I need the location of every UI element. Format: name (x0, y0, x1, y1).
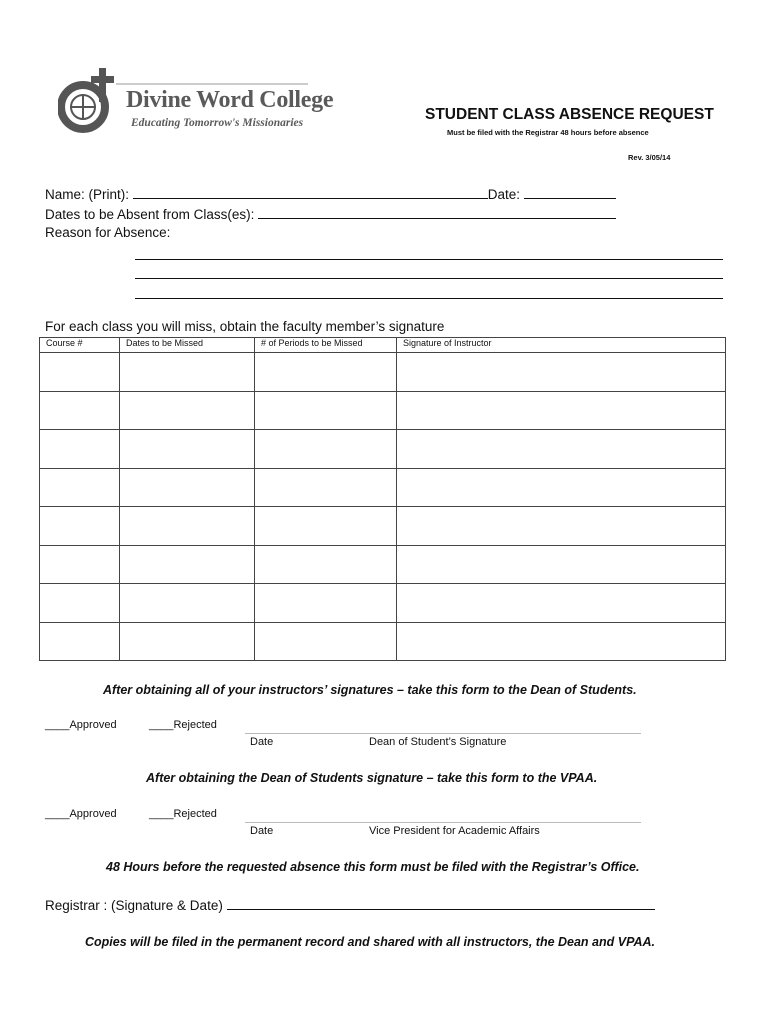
column-header-dates: Dates to be Missed (120, 338, 255, 353)
table-row (40, 353, 726, 392)
name-field[interactable] (133, 186, 488, 199)
signature-cell[interactable] (397, 468, 726, 507)
course-cell[interactable] (40, 507, 120, 546)
reason-line-3[interactable] (135, 298, 723, 299)
name-label: Name: (Print): (45, 187, 130, 202)
dates-cell[interactable] (120, 545, 255, 584)
signature-cell[interactable] (397, 545, 726, 584)
dates-cell[interactable] (120, 584, 255, 623)
dates-cell[interactable] (120, 468, 255, 507)
periods-cell[interactable] (255, 468, 397, 507)
signature-cell[interactable] (397, 584, 726, 623)
form-subtitle: Must be filed with the Registrar 48 hours before absence (447, 128, 649, 137)
dean-rejected-checkbox[interactable]: ____Rejected (149, 719, 217, 731)
date-label: Date: (487, 187, 521, 202)
dates-cell[interactable] (120, 622, 255, 661)
course-cell[interactable] (40, 391, 120, 430)
course-cell[interactable] (40, 468, 120, 507)
logo-college-name: Divine Word College (126, 87, 334, 113)
periods-cell[interactable] (255, 507, 397, 546)
registrar-label: Registrar : (Signature & Date) (45, 898, 223, 913)
dean-date-label: Date (250, 736, 274, 748)
column-header-signature: Signature of Instructor (397, 338, 726, 353)
column-header-periods: # of Periods to be Missed (255, 338, 397, 353)
periods-cell[interactable] (255, 353, 397, 392)
signature-cell[interactable] (397, 430, 726, 469)
signature-cell[interactable] (397, 353, 726, 392)
table-row (40, 391, 726, 430)
revision-label: Rev. 3/05/14 (628, 153, 671, 162)
course-cell[interactable] (40, 353, 120, 392)
date-field[interactable] (524, 186, 616, 199)
course-cell[interactable] (40, 430, 120, 469)
dean-instruction: After obtaining all of your instructors’ signatures – take this form to the Dean of Students. (103, 683, 637, 697)
periods-cell[interactable] (255, 430, 397, 469)
dean-approved-checkbox[interactable]: ____Approved (45, 719, 117, 731)
reason-label: Reason for Absence: (45, 225, 171, 240)
table-row (40, 622, 726, 661)
table-header-row (40, 338, 726, 353)
periods-cell[interactable] (255, 545, 397, 584)
signature-cell[interactable] (397, 507, 726, 546)
name-row (45, 186, 616, 202)
footer-note: Copies will be filed in the permanent record and shared with all instructors, the Dean and VPAA. (85, 935, 656, 949)
vpaa-instruction: After obtaining the Dean of Students signature – take this form to the VPAA. (146, 771, 598, 785)
table-row (40, 507, 726, 546)
signature-cell[interactable] (397, 622, 726, 661)
dean-signature-line[interactable] (245, 733, 641, 734)
form-title: STUDENT CLASS ABSENCE REQUEST (425, 106, 714, 123)
periods-cell[interactable] (255, 584, 397, 623)
course-cell[interactable] (40, 584, 120, 623)
table-body (40, 353, 726, 661)
signature-table (39, 337, 726, 661)
registrar-row (45, 897, 655, 913)
cross-icon (99, 68, 106, 102)
vpaa-rejected-checkbox[interactable]: ____Rejected (149, 808, 217, 820)
dates-cell[interactable] (120, 430, 255, 469)
dates-absent-label: Dates to be Absent from Class(es): (45, 207, 255, 222)
reason-line-2[interactable] (135, 278, 723, 279)
table-row (40, 545, 726, 584)
registrar-notice: 48 Hours before the requested absence this form must be filed with the Registrar’s Office. (106, 860, 640, 874)
table-row (40, 468, 726, 507)
dates-cell[interactable] (120, 353, 255, 392)
dates-absent-row (45, 206, 616, 222)
dates-cell[interactable] (120, 507, 255, 546)
periods-cell[interactable] (255, 391, 397, 430)
vpaa-signature-line[interactable] (245, 822, 641, 823)
course-cell[interactable] (40, 545, 120, 584)
logo-tagline: Educating Tomorrow's Missionaries (131, 117, 304, 129)
table-instruction: For each class you will miss, obtain the faculty member’s signature (45, 319, 445, 334)
reason-line-1[interactable] (135, 259, 723, 260)
column-header-course: Course # (40, 338, 120, 353)
signature-cell[interactable] (397, 391, 726, 430)
periods-cell[interactable] (255, 622, 397, 661)
dates-cell[interactable] (120, 391, 255, 430)
table-row (40, 430, 726, 469)
dates-absent-field[interactable] (258, 206, 616, 219)
course-cell[interactable] (40, 622, 120, 661)
dean-signature-label: Dean of Student’s Signature (369, 736, 507, 748)
table-row (40, 584, 726, 623)
vpaa-signature-label: Vice President for Academic Affairs (369, 825, 540, 837)
vpaa-approved-checkbox[interactable]: ____Approved (45, 808, 117, 820)
vpaa-date-label: Date (250, 825, 274, 837)
registrar-signature-field[interactable] (227, 897, 655, 910)
